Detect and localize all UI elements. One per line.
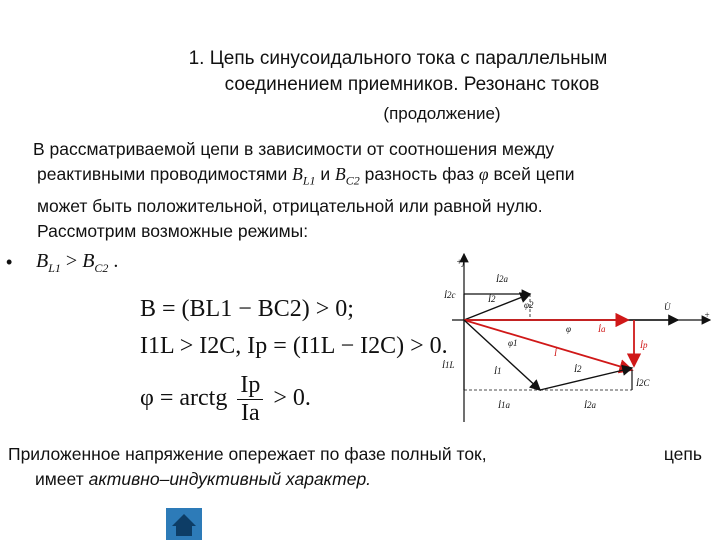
vector-i2 xyxy=(464,294,530,320)
label-ip: İp xyxy=(640,340,648,350)
label-i1a: İ1a xyxy=(498,400,510,410)
formula-phi xyxy=(140,372,311,427)
formula-phi-rhs: > 0. xyxy=(273,385,311,412)
para-text: всей цепи xyxy=(493,164,575,184)
label-phi1: φ1 xyxy=(508,338,518,348)
heading-line-2: соединением приемников. Резонанс токов xyxy=(224,74,600,95)
axis-j-label: +j xyxy=(456,257,465,267)
para-text: разность фаз xyxy=(364,164,475,184)
label-i1l: İ1L xyxy=(442,360,455,370)
conclusion-emphasis: активно–индуктивный характер. xyxy=(88,469,372,489)
label-i: İ xyxy=(554,348,557,358)
para-text: и xyxy=(320,164,331,184)
heading-line-1: 1. Цепь синусоидального тока с параллельным xyxy=(188,48,608,69)
phasor-diagram xyxy=(438,250,713,425)
label-i2-bottom: İ2 xyxy=(574,364,582,374)
label-u: U̇ xyxy=(664,302,671,312)
symbol-bl1: $B_{L1}$ xyxy=(292,164,316,188)
conclusion-line-2 xyxy=(8,467,712,492)
formula-current: I1L > I2C, Ip = (I1L − I2C) > 0. xyxy=(140,333,448,359)
home-button[interactable] xyxy=(166,508,202,540)
conclusion-text: имеет xyxy=(35,469,84,489)
bullet-mark: • xyxy=(6,252,13,272)
label-i2: İ2 xyxy=(488,294,496,304)
formula-b: B = (BL1 − BC2) > 0; xyxy=(140,296,354,322)
axis-plus-label: + xyxy=(704,310,711,320)
conclusion-line-1: Приложенное напряжение опережает по фазе полный ток, xyxy=(8,444,487,464)
label-i2a-bottom: İ2a xyxy=(584,400,596,410)
fraction-numerator: Ip xyxy=(237,372,263,400)
heading-line-3: (продолжение) xyxy=(383,104,501,123)
para-line-4: Рассмотрим возможные режимы: xyxy=(37,220,309,241)
label-i2a: İ2a xyxy=(496,274,508,284)
symbol-phi: φ xyxy=(478,164,489,184)
label-i2c: İ2c xyxy=(444,290,456,300)
formula-phi-lhs: φ = arctg xyxy=(140,385,228,412)
para-text: реактивными проводимостями xyxy=(37,164,288,184)
intro-paragraph xyxy=(20,137,710,244)
label-i1: İ1 xyxy=(494,366,502,376)
label-i2c-bottom: İ2C xyxy=(636,378,650,388)
bullet-condition: $B_{L1} > B_{C2}$ . xyxy=(36,250,119,275)
label-ia: İa xyxy=(598,324,606,334)
para-line-3: может быть положительной, отрицательной или равной нулю. xyxy=(37,195,543,216)
fraction-denominator: Ia xyxy=(241,400,260,426)
para-line-2 xyxy=(20,162,710,194)
label-phi2: φ2 xyxy=(524,300,534,310)
symbol-bc2: $B_{C2}$ xyxy=(335,164,360,188)
vector-i xyxy=(464,320,632,370)
conclusion-line-1-end: цепь xyxy=(663,444,702,464)
label-phi: φ xyxy=(566,324,571,334)
home-icon xyxy=(166,508,202,540)
formula-fraction xyxy=(237,372,263,427)
para-line-1: В рассматриваемой цепи в зависимости от соотношения между xyxy=(33,139,555,159)
conclusion-text xyxy=(8,442,712,492)
vector-i2-shifted xyxy=(540,368,632,390)
